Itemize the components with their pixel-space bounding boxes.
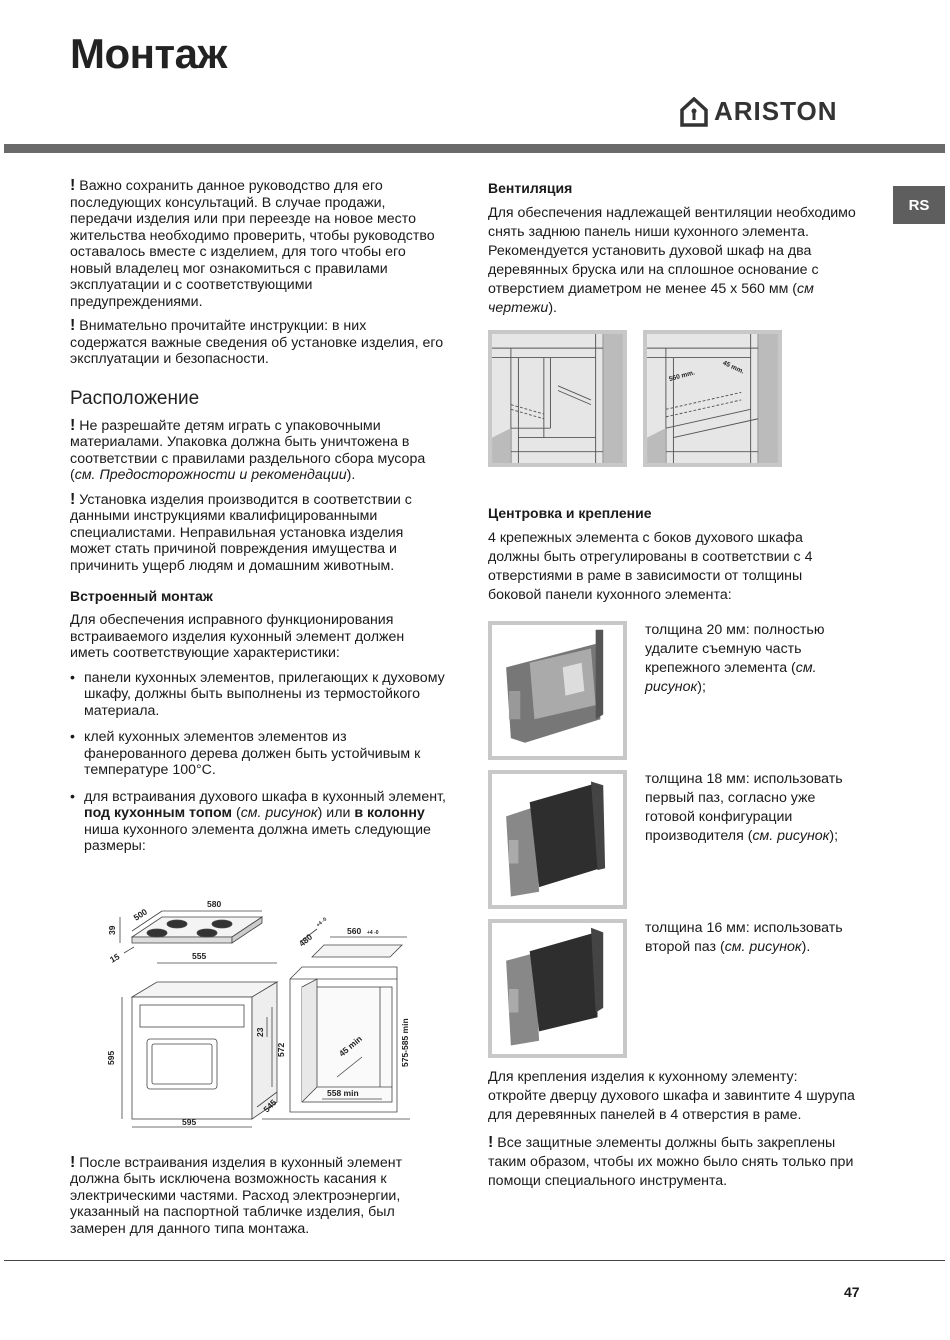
header-rule bbox=[4, 144, 945, 153]
warning-electrical: ! После встраивания изделия в кухонный элемент должна быть исключена возможность касания к электрическими частями. Расход электроэнергии, указанный на паспортной табличке изделия, был замерен для данного типа монтажа. bbox=[70, 1153, 403, 1237]
svg-text:500: 500 bbox=[131, 906, 149, 923]
mounting-bracket-18mm-figure bbox=[488, 770, 627, 909]
warning-icon: ! bbox=[70, 490, 76, 508]
section-heading-location: Расположение bbox=[70, 387, 200, 409]
mounting-text-18mm: толщина 18 мм: использовать первый паз, согласно уже готовой конфигурации производителя (см. рисунок); bbox=[645, 771, 843, 844]
warning-icon: ! bbox=[70, 416, 76, 434]
warning-icon: ! bbox=[70, 177, 76, 194]
svg-text:15: 15 bbox=[108, 950, 122, 965]
svg-text:545: 545 bbox=[261, 1096, 279, 1114]
mounting-bracket-20mm-figure bbox=[488, 621, 627, 760]
list-item: • для встраивания духового шкафа в кухонный элемент, под кухонным топом (см. рисунок) или в колонну ниша кухонного элемента должна иметь следующие размеры: bbox=[70, 788, 446, 854]
section-heading-ventilation: Вентиляция bbox=[488, 180, 573, 196]
mounting-option-20mm bbox=[488, 621, 858, 760]
section-heading-centering: Центровка и крепление bbox=[488, 505, 652, 521]
svg-text:572: 572 bbox=[276, 1042, 286, 1057]
svg-text:+4 -0: +4 -0 bbox=[315, 916, 329, 929]
left-column bbox=[70, 178, 446, 1245]
svg-text:595: 595 bbox=[182, 1116, 197, 1127]
page-number: 47 bbox=[844, 1284, 860, 1300]
svg-text:39: 39 bbox=[107, 925, 117, 935]
svg-text:23: 23 bbox=[255, 1027, 265, 1037]
svg-text:555: 555 bbox=[192, 950, 207, 961]
mounting-option-18mm bbox=[488, 770, 858, 909]
mounting-option-16mm bbox=[488, 919, 858, 1058]
ventilation-figures bbox=[488, 330, 858, 467]
footer-rule bbox=[4, 1260, 945, 1261]
warning-read-instructions: ! Внимательно прочитайте инструкции: в них содержатся важные сведения об установке изделия, его эксплуатации и безопасности. bbox=[70, 317, 444, 367]
warning-keep-manual: ! Важно сохранить данное руководство для его последующих консультаций. В случае продажи, передачи изделия или при переезде на новое место жительства необходимо проверить, чтобы руководство оставалось вместе с изделием, для того чтобы его новый владелец мог ознакомиться с правилами эксплуатации и с соответствующими предупреждениями. bbox=[70, 177, 435, 310]
warning-protective-elements: ! Все защитные элементы должны быть закреплены таким образом, чтобы их можно было снять только при помощи специального инструмента. bbox=[488, 1134, 854, 1189]
svg-text:45 min: 45 min bbox=[336, 1033, 364, 1059]
svg-text:575-585 min: 575-585 min bbox=[400, 1017, 410, 1067]
warning-qualified-install: ! Установка изделия производится в соответствии с данными инструкциями квалифицированными специалистами. Неправильная установка изделия может стать причиной повреждения имущества и причинить ущерб людям и домашним животным. bbox=[70, 490, 412, 574]
section-heading-builtin: Встроенный монтаж bbox=[70, 588, 213, 604]
ventilation-rear-panel-figure bbox=[488, 330, 627, 467]
svg-text:45 mm.: 45 mm. bbox=[721, 359, 746, 376]
installation-dimensions-diagram bbox=[62, 887, 412, 1132]
list-item: • клей кухонных элементов элементов из фанерованного дерева должен быть устойчивым к температуре 100°С. bbox=[70, 729, 421, 778]
requirements-list bbox=[70, 670, 446, 855]
brand-logo bbox=[680, 96, 838, 127]
svg-text:480: 480 bbox=[296, 931, 315, 949]
svg-text:560 mm.: 560 mm. bbox=[668, 369, 696, 384]
svg-text:595: 595 bbox=[106, 1050, 116, 1065]
warning-icon: ! bbox=[488, 1134, 494, 1151]
mounting-text-16mm: толщина 16 мм: использовать второй паз (см. рисунок). bbox=[645, 920, 843, 955]
mounting-text-20mm: толщина 20 мм: полностью удалите съемную часть крепежного элемента (см. рисунок); bbox=[645, 622, 825, 695]
svg-text:+4 -0: +4 -0 bbox=[367, 929, 379, 936]
warning-icon: ! bbox=[70, 317, 76, 334]
language-tab: RS bbox=[893, 186, 945, 224]
house-logo-icon bbox=[680, 97, 708, 127]
builtin-intro: Для обеспечения исправного функционирования встраиваемого изделия кухонный элемент должен иметь соответствующие характеристики: bbox=[70, 612, 405, 661]
svg-text:558 min: 558 min bbox=[327, 1087, 359, 1098]
mounting-bracket-16mm-figure bbox=[488, 919, 627, 1058]
cross-reference: см. Предосторожности и рекомендации bbox=[74, 467, 347, 483]
svg-text:560: 560 bbox=[347, 925, 362, 936]
cross-reference: см чертежи bbox=[488, 281, 814, 316]
warning-packaging: ! Не разрешайте детям играть с упаковочными материалами. Упаковка должна быть уничтожена в соответствии с правилами раздельного сбора мусора (см. Предосторожности и рекомендации). bbox=[70, 416, 426, 483]
warning-icon: ! bbox=[70, 1153, 76, 1171]
page-title: Монтаж bbox=[70, 30, 227, 77]
centering-text: 4 крепежных элемента с боков духового шкафа должны быть отрегулированы в соответствии с 4 отверстиями в раме в зависимости от толщины боковой панели кухонного элемента: bbox=[488, 530, 813, 603]
ventilation-text: Для обеспечения надлежащей вентиляции необходимо снять заднюю панель ниши кухонного элемента. Рекомендуется установить духовой шкаф на два деревянных бруска или на сплошное основание с отверстием диаметром не менее 45 х 560 мм (см чертежи). bbox=[488, 205, 856, 316]
fixing-text: Для крепления изделия к кухонному элементу: откройте дверцу духового шкафа и завинтите 4 шурупа для деревянных панелей в 4 отверстия в раме. bbox=[488, 1069, 855, 1123]
right-column bbox=[488, 178, 858, 1199]
svg-text:580: 580 bbox=[207, 898, 222, 909]
ventilation-cutout-figure bbox=[643, 330, 782, 467]
list-item: • панели кухонных элементов, прилегающих к духовому шкафу, должны быть выполнены из термостойкого материала. bbox=[70, 669, 445, 719]
brand-name: ARISTON bbox=[714, 96, 838, 126]
